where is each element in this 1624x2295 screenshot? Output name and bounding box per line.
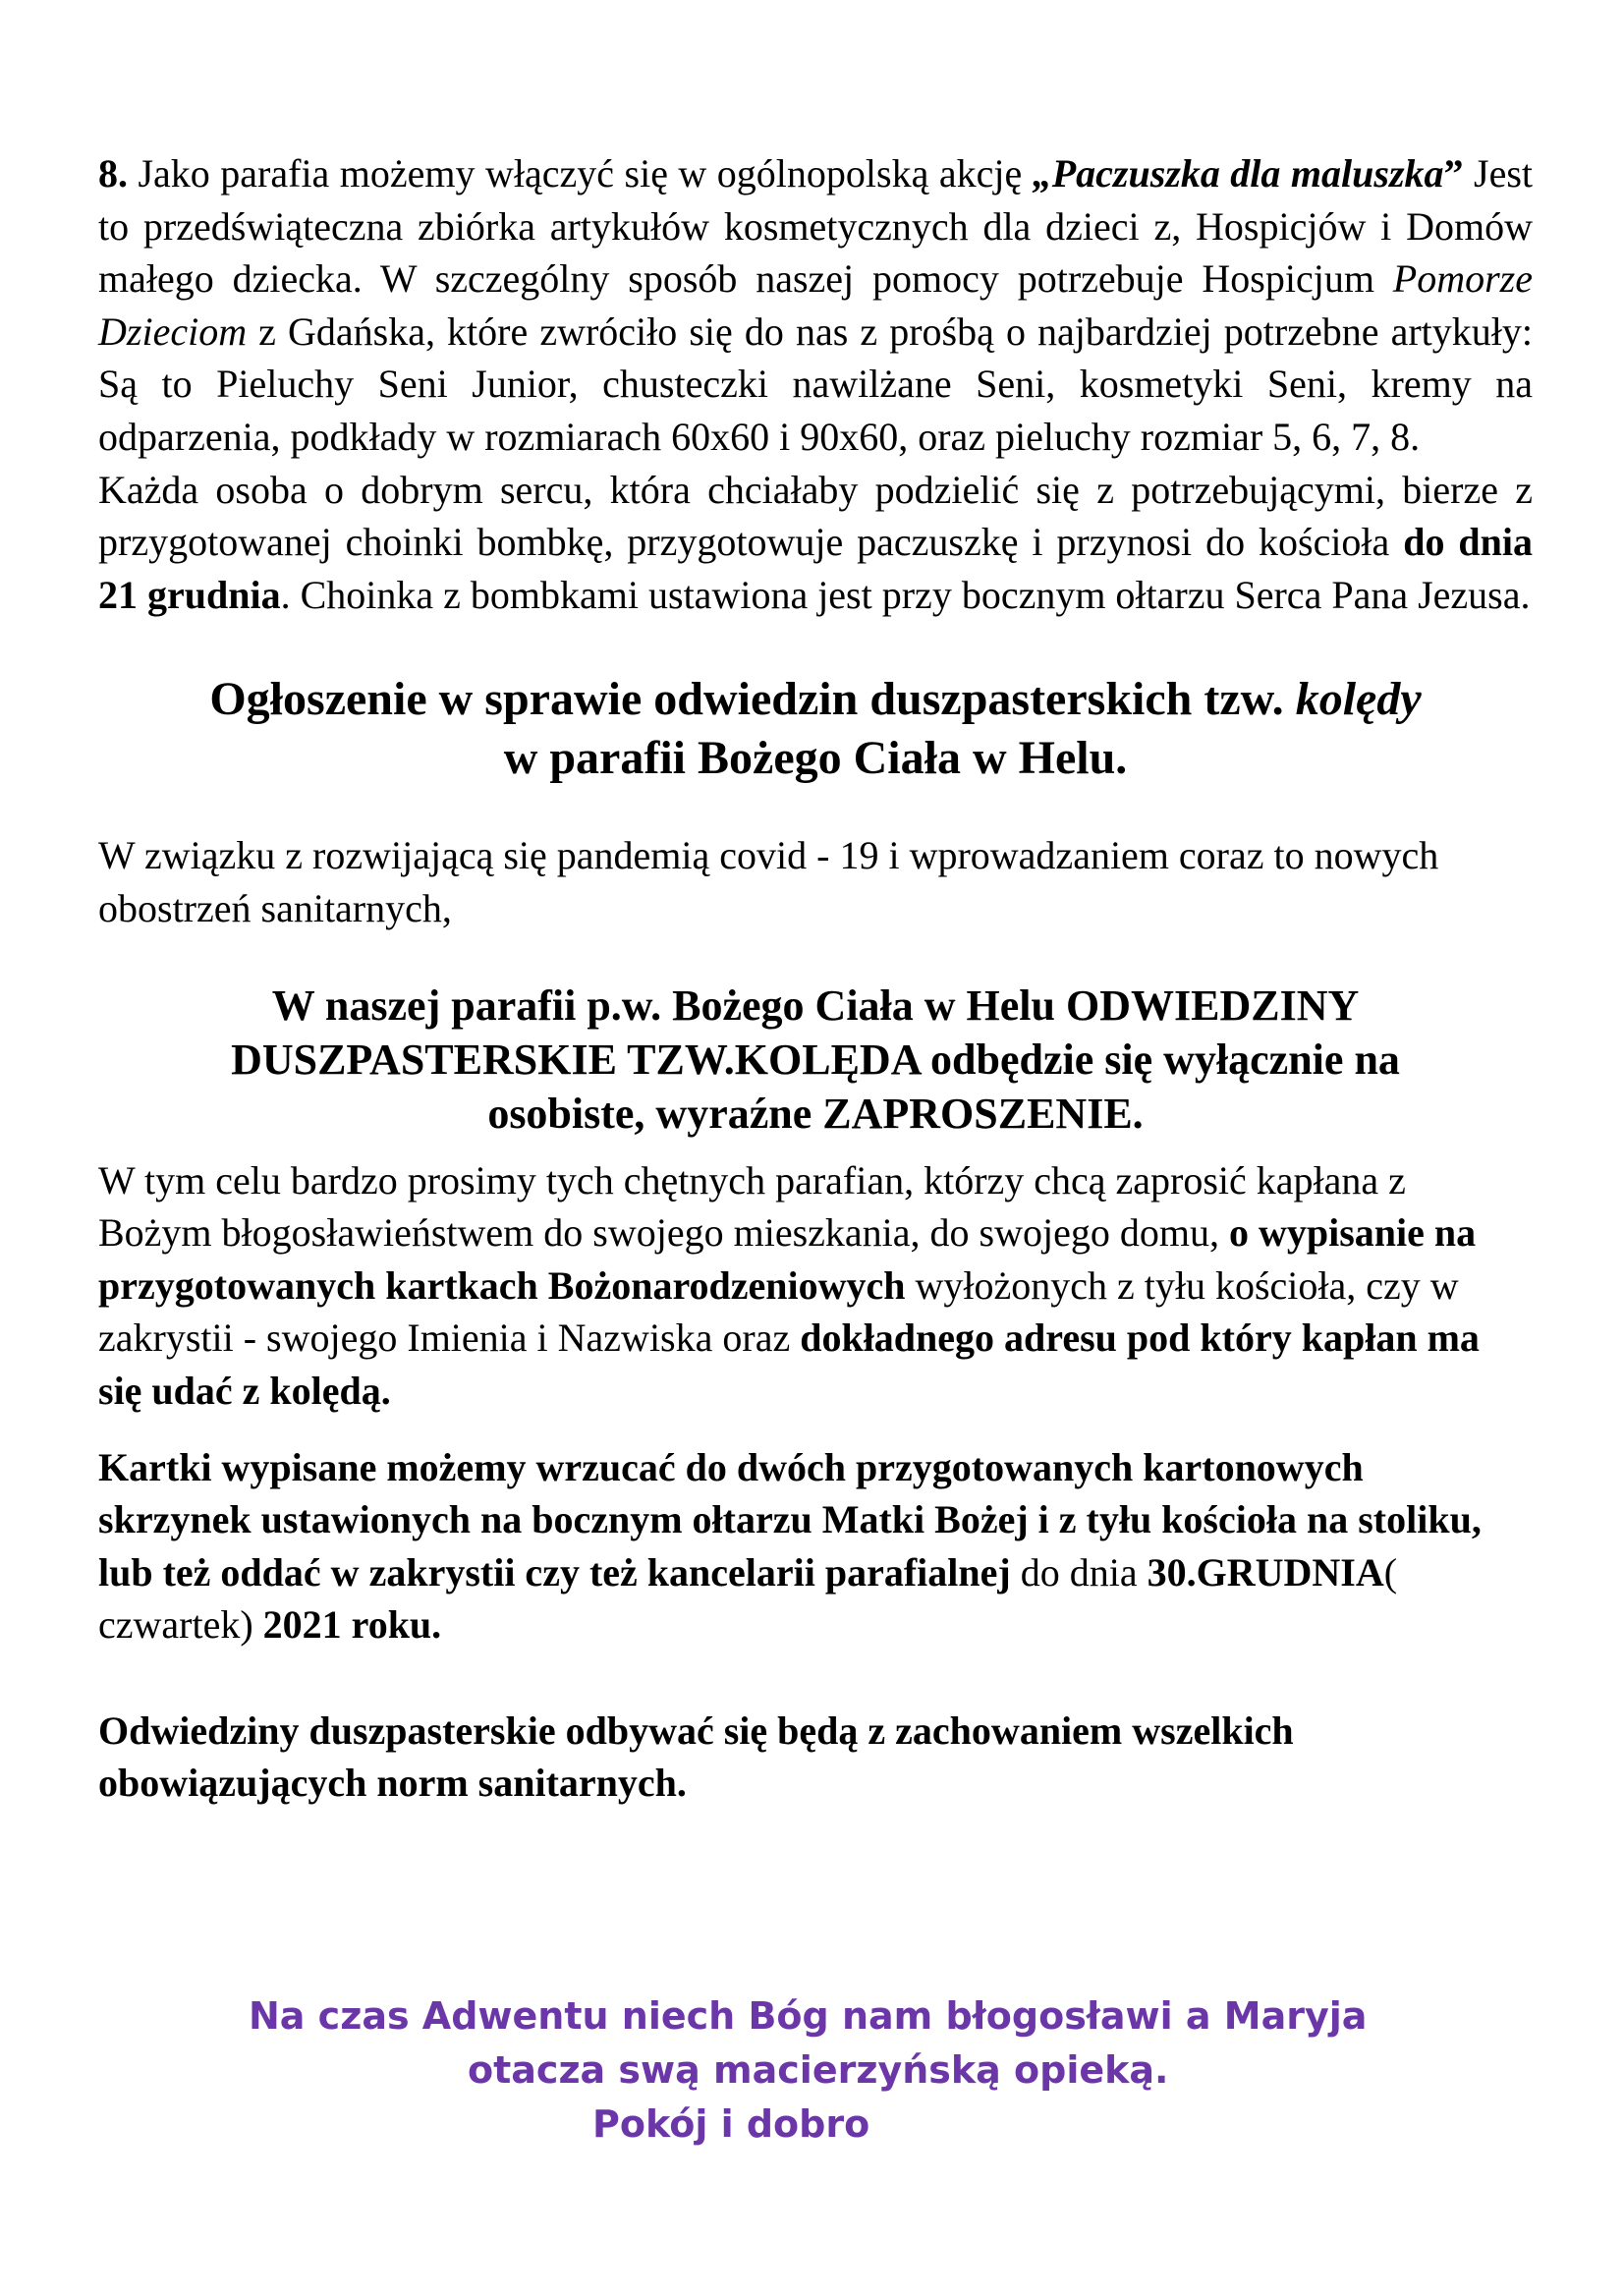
hospice-name: Pomorze Dzieciom xyxy=(98,256,1533,354)
invitation-paragraph xyxy=(98,1154,1533,1418)
item-8-text4: . Choinka z bombkami ustawiona jest przy bocznym ołtarzu Serca Pana Jezusa. xyxy=(280,572,1531,617)
cards-paragraph xyxy=(98,1441,1533,1651)
item-8-second-paragraph xyxy=(98,464,1533,622)
announcement-intro: W związku z rozwijającą się pandemią covid - 19 i wprowadzaniem coraz to nowych obostrzeń sanitarnych, xyxy=(98,833,1439,930)
title-line2: w parafii Bożego Ciała w Helu. xyxy=(503,732,1128,785)
p1-text-d: dokładnego adresu pod który kapłan ma się udać z kolędą. xyxy=(98,1315,1480,1413)
p2-text-d: ( czwartek) xyxy=(98,1549,1398,1648)
item-8-text2: z Gdańska, które zwróciło się do nas z prośbą o najbardziej potrzebne artykuły: Są to Pieluchy Seni Junior, chusteczki nawilżane Seni, kosmetyki Seni, kremy na odparzenia, podkłady w rozmiarach 60x60 i 90x60, oraz pieluchy rozmiar 5, 6, 7, 8. xyxy=(98,308,1533,459)
p2-text-a: Kartki wypisane możemy wrzucać do dwóch przygotowanych kartonowych skrzynek ustawionych na bocznym ołtarzu Matki Bożej i z tyłu kościoła na stoliku, lub też oddać w zakrystii czy też kancelarii parafialnej xyxy=(98,1444,1482,1595)
announcement-subhead xyxy=(98,979,1533,1141)
quote-close: ” xyxy=(1443,151,1464,196)
sanitary-paragraph: Odwiedziny duszpasterskie odbywać się będą z zachowaniem wszelkich obowiązujących norm sanitarnych. xyxy=(98,1707,1294,1806)
announcement-title xyxy=(98,670,1533,788)
item-8-text3: Każda osoba o dobrym sercu, która chciałaby podzielić się z potrzebującymi, bierze z przygotowanej choinki bombkę, przygotowuje paczuszkę i przynosi do kościoła xyxy=(98,467,1533,565)
closing-line-3: Pokój i dobro xyxy=(592,2102,870,2147)
p2-text-c: 30.GRUDNIA xyxy=(1147,1549,1384,1595)
p2-text-e: 2021 roku. xyxy=(262,1602,442,1648)
subhead-line1: W naszej parafii p.w. Bożego Ciała w Helu ODWIEDZINY xyxy=(271,980,1360,1030)
item-8-intro: Jako parafia możemy włączyć się w ogólnopolską akcję xyxy=(128,151,1033,196)
action-name: „Paczuszka dla maluszka xyxy=(1032,151,1444,196)
subhead-line2: DUSZPASTERSKIE TZW.KOLĘDA odbędzie się wyłącznie na xyxy=(231,1035,1400,1084)
item-number: 8. xyxy=(98,151,128,196)
document-page xyxy=(98,138,1533,1810)
p2-text-b: do dnia xyxy=(1010,1549,1148,1595)
p1-text-a: W tym celu bardzo prosimy tych chętnych parafian, którzy chcą zaprosić kapłana z Bożym błogosławieństwem do swojego mieszkania, do swojego domu, xyxy=(98,1157,1406,1256)
subhead-line3: osobiste, wyraźne ZAPROSZENIE. xyxy=(487,1089,1144,1138)
p1-text-c: wyłożonych z tyłu kościoła, czy w zakrystii - swojego Imienia i Nazwiska oraz xyxy=(98,1262,1459,1361)
deadline: do dnia 21 grudnia xyxy=(98,520,1533,617)
closing-blessing xyxy=(0,1989,1624,2152)
closing-line-2: otacza swą macierzyńską opieką. xyxy=(468,2048,1169,2093)
closing-line-1: Na czas Adwentu niech Bóg nam błogosławi a Maryja xyxy=(249,1994,1368,2038)
p1-text-b: o wypisanie na przygotowanych kartkach Bożonarodzeniowych xyxy=(98,1210,1477,1308)
item-8-paragraph xyxy=(98,147,1533,464)
item-8-text1: Jest to przedświąteczna zbiórka artykułów kosmetycznych dla dzieci z, Hospicjów i Domów małego dziecka. W szczególny sposób naszej pomocy potrzebuje Hospicjum xyxy=(98,151,1533,302)
title-part1: Ogłoszenie w sprawie odwiedzin duszpasterskich tzw. xyxy=(209,673,1296,726)
title-italic: kolędy xyxy=(1295,673,1422,726)
